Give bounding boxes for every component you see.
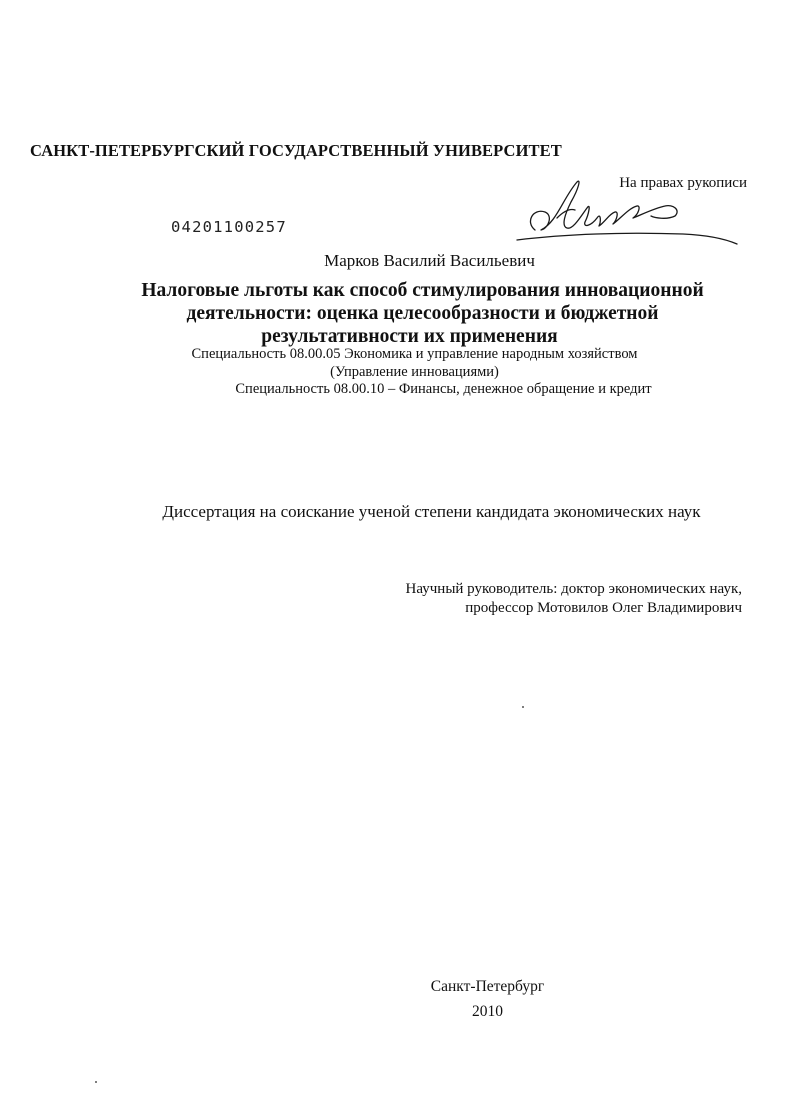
dissertation-title <box>0 279 799 348</box>
supervisor-line-2: профессор Мотовилов Олег Владимирович <box>465 600 742 616</box>
degree-statement: Диссертация на соискание ученой степени кандидата экономических наук <box>162 502 701 521</box>
year: 2010 <box>472 1003 503 1020</box>
title-line-2: деятельности: оценка целесообразности и бюджетной <box>186 303 659 324</box>
university-heading: САНКТ-ПЕТЕРБУРГСКИЙ ГОСУДАРСТВЕННЫЙ УНИВЕРСИТЕТ <box>30 141 562 160</box>
city: Санкт-Петербург <box>430 978 545 995</box>
specialty-first-line-2: (Управление инновациями) <box>330 364 499 380</box>
specialty-second: Специальность 08.00.10 – Финансы, денежное обращение и кредит <box>235 381 652 397</box>
supervisor-line-1: Научный руководитель: доктор экономических наук, <box>405 581 742 597</box>
title-line-1: Налоговые льготы как способ стимулирования инновационной <box>141 280 704 301</box>
title-line-3: результативности их применения <box>261 326 558 347</box>
scan-speck <box>522 706 524 708</box>
document-number: 04201100257 <box>171 218 287 236</box>
specialty-first-line-1: Специальность 08.00.05 Экономика и управление народным хозяйством <box>191 346 638 362</box>
author-name-text: Марков Василий Васильевич <box>324 251 535 270</box>
rights-note: На правах рукописи <box>619 175 747 191</box>
author-signature <box>505 178 745 256</box>
scan-speck <box>95 1081 97 1083</box>
supervisor-block <box>406 580 742 618</box>
specialty-first <box>0 345 799 381</box>
author-name <box>30 251 799 271</box>
